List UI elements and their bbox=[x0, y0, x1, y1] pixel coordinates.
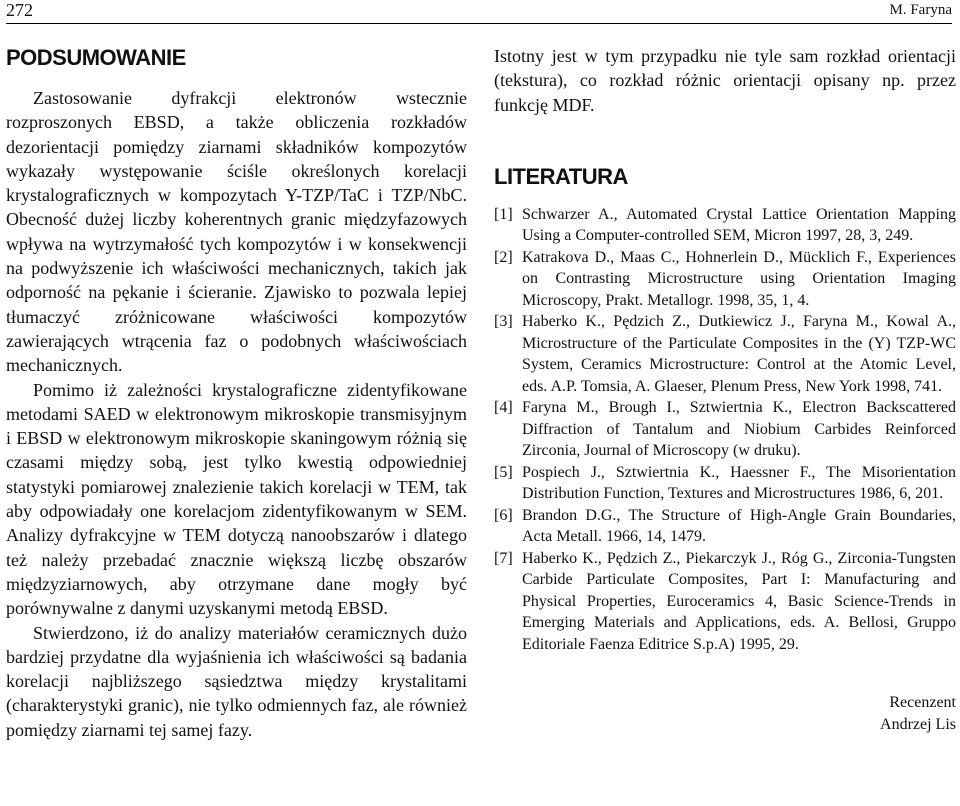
page-header bbox=[6, 0, 952, 22]
reference-item bbox=[494, 505, 956, 548]
reference-text: Schwarzer A., Automated Crystal Lattice Orientation Mapping Using a Computer-controlled SEM, Micron 1997, 28, 3, 249. bbox=[522, 205, 956, 245]
summary-paragraph-1: Zastosowanie dyfrakcji elektronów wstecznie rozproszonych EBSD, a także obliczenia rozkładów dezorientacji pomiędzy ziarnami składników kompozytów wykazały występowanie ściśle określonych korelacji krystalograficznych w kompozytach Y-TZP/TaC i TZP/NbC. Obecność dużej liczby koherentnych granic międzyfazowych wpływa na wytrzymałość tych kompozytów i w konsekwencji na podwyższenie ich właściwości mechanicznych, takich jak odporność na pękanie i ścieranie. Zjawisko to pozwala lepiej tłumaczyć zróżnicowane właściwości kompozytów zawierających wtrącenia faz o podobnych właściwościach mechanicznych. bbox=[6, 88, 467, 376]
reference-item bbox=[494, 247, 956, 312]
summary-continuation: Istotny jest w tym przypadku nie tyle sam rozkład orientacji (tekstura), co rozkład różnic orientacji opisany np. przez funkcję MDF. bbox=[494, 46, 956, 115]
reference-text: Pospiech J., Sztwiertnia K., Haessner F., The Misorientation Distribution Function, Textures and Microstructures 1986, 6, 201. bbox=[522, 463, 956, 503]
reference-text: Katrakova D., Maas C., Hohnerlein D., Mücklich F., Experiences on Contrasting Microstructure using Orientation Imaging Microscopy, Prakt. Metallogr. 1998, 35, 1, 4. bbox=[522, 248, 956, 309]
reviewer-label: Recenzent bbox=[889, 694, 956, 712]
reference-item bbox=[494, 548, 956, 656]
reference-number: [2] bbox=[494, 248, 513, 266]
running-head-author: M. Faryna bbox=[889, 2, 952, 18]
summary-heading: PODSUMOWANIE bbox=[6, 45, 186, 70]
reference-number: [3] bbox=[494, 313, 513, 331]
left-column bbox=[6, 44, 467, 742]
reference-number: [1] bbox=[494, 205, 513, 223]
reference-text: Brandon D.G., The Structure of High-Angle Grain Boundaries, Acta Metall. 1966, 14, 1479. bbox=[522, 506, 956, 546]
page-number: 272 bbox=[6, 0, 33, 20]
header-rule bbox=[6, 23, 952, 24]
reference-number: [7] bbox=[494, 549, 513, 567]
reference-text: Haberko K., Pędzich Z., Dutkiewicz J., Faryna M., Kowal A., Microstructure of the Particulate Composites in the (Y) TZP-WC System, Ceramics Microstructure: Control at the Atomic Level, eds. A.P. Tomsia, A. Glaeser, Plenum Press, New York 1998, 741. bbox=[522, 313, 956, 395]
reference-number: [4] bbox=[494, 399, 513, 417]
reference-number: [6] bbox=[494, 506, 513, 524]
reference-text: Faryna M., Brough I., Sztwiertnia K., Electron Backscattered Diffraction of Tantalum and Niobium Carbides Reinforced Zirconia, Journal of Microscopy (w druku). bbox=[522, 399, 956, 460]
summary-paragraph-3: Stwierdzono, iż do analizy materiałów ceramicznych dużo bardziej przydatne dla wyjaśnienia ich właściwości są badania korelacji najbliższego sąsiedztwa między krystalitami (charakterystyki granic), nie tylko odmiennych faz, ale również pomiędzy ziarnami tej samej fazy. bbox=[6, 622, 467, 740]
reviewer-note bbox=[494, 692, 956, 735]
reference-item bbox=[494, 311, 956, 397]
reference-number: [5] bbox=[494, 463, 513, 481]
literature-heading: LITERATURA bbox=[494, 163, 628, 189]
reference-list bbox=[494, 204, 956, 656]
summary-paragraph-2: Pomimo iż zależności krystalograficzne zidentyfikowane metodami SAED w elektronowym mikroskopie transmisyjnym i EBSD w elektronowym mikroskopie skaningowym różnią się czasami między sobą, jest tylko kwestią odpowiedniej statystyki pomiarowej znalezienie takich korelacji w TEM, tak aby odpowiadały one korelacjom zidentyfikowanym w SEM. Analizy dyfrakcyjne w TEM dotyczą nanoobszarów i dlatego też należy przebadać znacznie większą liczbę obszarów międzyziarnowych, aby otrzymane dane mogły być porównywalne z danymi uzyskanymi metodą EBSD. bbox=[6, 379, 467, 619]
reviewer-name: Andrzej Lis bbox=[880, 715, 956, 733]
right-column bbox=[494, 44, 956, 735]
reference-item bbox=[494, 397, 956, 462]
reference-item bbox=[494, 204, 956, 247]
reference-text: Haberko K., Pędzich Z., Piekarczyk J., Róg G., Zirconia-Tungsten Carbide Particulate Composites, Part I: Manufacturing and Physical Properties, Euroceramics 4, Basic Science-Trends in Emerging Materials and Applications, eds. A. Bellosi, Gruppo Editoriale Faenza Editrice S.p.A) 1995, 29. bbox=[522, 549, 956, 653]
reference-item bbox=[494, 462, 956, 505]
